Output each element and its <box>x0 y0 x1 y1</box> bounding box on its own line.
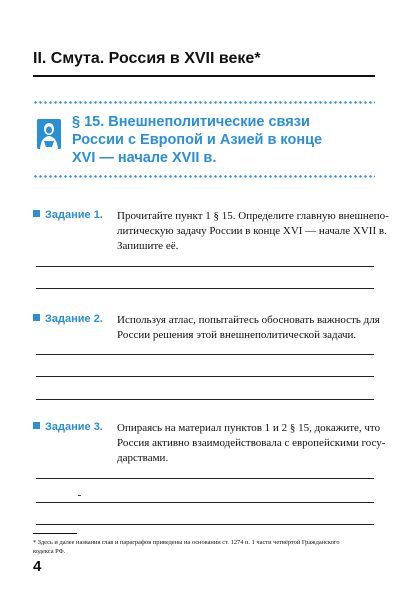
paragraph-heading-line: России с Европой и Азией в конце <box>72 132 323 148</box>
task-3-label: Задание 3. <box>33 421 103 433</box>
task-text-line: Россия активно взаимодействовала с европейскими госу- <box>117 437 386 449</box>
task-text-line: дарствами. <box>117 452 169 464</box>
answer-line[interactable] <box>36 524 374 525</box>
portrait-icon <box>37 119 61 149</box>
answer-line[interactable] <box>36 266 374 267</box>
footnote <box>33 538 383 556</box>
scan-mark <box>78 495 81 496</box>
answer-line[interactable] <box>36 399 374 400</box>
task-3-text <box>117 421 386 466</box>
answer-line[interactable] <box>36 354 374 355</box>
answer-line[interactable] <box>36 288 374 289</box>
answer-line[interactable] <box>36 478 374 479</box>
task-text-line: Запишите её. <box>117 240 179 252</box>
task-text-line: России решения этой внешнеполитической задачи. <box>117 329 357 341</box>
section-title: II. Смута. Россия в XVII веке* <box>33 50 261 67</box>
dotted-divider-top <box>33 101 375 104</box>
task-2-label: Задание 2. <box>33 313 103 325</box>
task-text-line: Прочитайте пункт 1 § 15. Определите главную внешнепо- <box>117 210 389 222</box>
page-number: 4 <box>33 558 42 575</box>
footnote-line: кодекса РФ. <box>33 548 66 555</box>
task-text-line: литическую задачу России в конце XVI — начале XVII в. <box>117 225 387 237</box>
bullet-square-icon <box>33 314 40 321</box>
task-text-line: Опираясь на материал пунктов 1 и 2 § 15, докажите, что <box>117 422 381 434</box>
footnote-rule <box>33 533 77 534</box>
footnote-line: * Здесь и далее названия глав и параграфов приведены на основании ст. 1274 п. 1 части четвёртой Гражданского <box>33 539 340 546</box>
dotted-divider-bottom <box>33 175 375 178</box>
answer-line[interactable] <box>36 502 374 503</box>
bullet-square-icon <box>33 422 40 429</box>
task-text-line: Используя атлас, попытайтесь обосновать важность для <box>117 314 380 326</box>
task-1-label: Задание 1. <box>33 209 103 221</box>
task-2-text <box>117 313 380 343</box>
paragraph-heading-line: XVI — начале XVII в. <box>72 150 217 166</box>
task-1-text <box>117 209 389 254</box>
bullet-square-icon <box>33 210 40 217</box>
paragraph-heading <box>72 113 372 167</box>
section-title-rule <box>33 75 375 77</box>
answer-line[interactable] <box>36 376 374 377</box>
paragraph-heading-line: § 15. Внешнеполитические связи <box>72 114 310 130</box>
